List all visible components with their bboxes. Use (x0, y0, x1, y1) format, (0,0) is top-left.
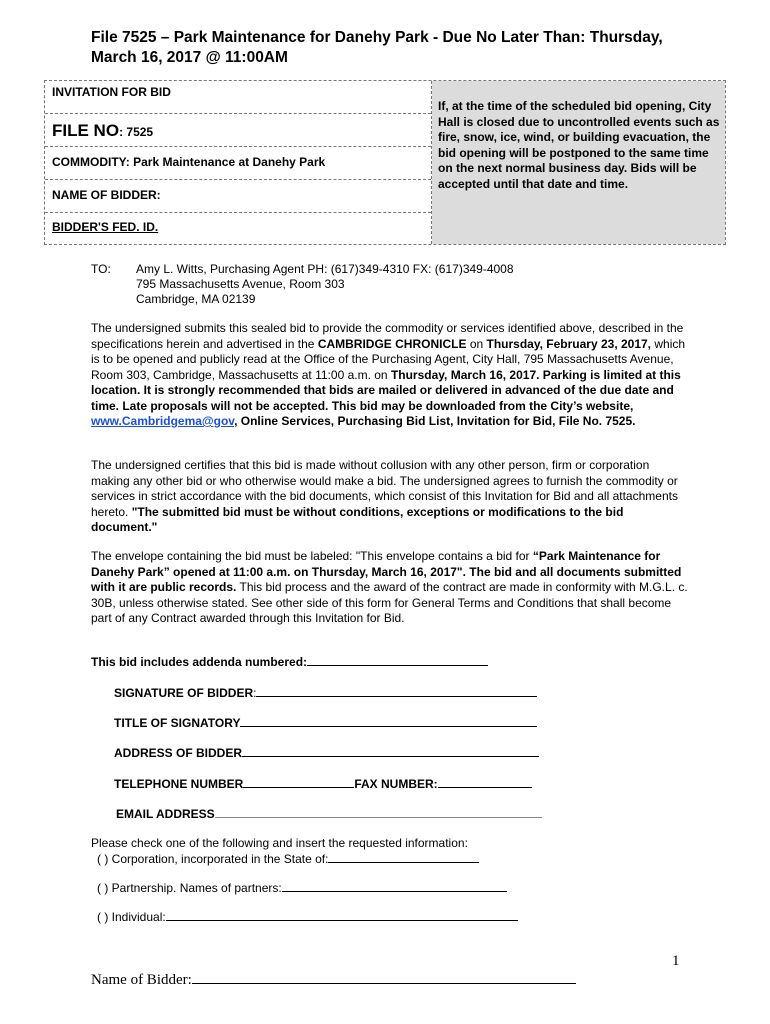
commodity-label: COMMODITY: Park Maintenance at Danehy Park (52, 155, 326, 169)
file-no-label: FILE NO: 7525 (52, 121, 154, 140)
entity-type-intro: Please check one of the following and insert the requested information: (91, 836, 468, 850)
document-title: File 7525 – Park Maintenance for Danehy Park - Due No Later Than: Thursday, March 16, 2017 @ 11:00AM (91, 29, 663, 66)
telephone-fax-field[interactable]: TELEPHONE NUMBER FAX NUMBER: (114, 776, 532, 791)
name-of-bidder-row[interactable] (45, 180, 431, 213)
signature-field[interactable]: SIGNATURE OF BIDDER: (114, 685, 537, 700)
corporation-option[interactable]: ( ) Corporation, incorporated in the State of: (97, 851, 479, 866)
closure-notice-text: If, at the time of the scheduled bid opening, City Hall is closed due to uncontrolled events such as fire, snow, ice, wind, or building evacuation, the bid opening will be postponed to the same time on the next normal business day. Bids will be accepted until that date and time. (438, 99, 720, 191)
closure-notice-panel (432, 81, 725, 244)
addenda-field[interactable]: This bid includes addenda numbered: (91, 654, 488, 669)
address-of-bidder-blank[interactable] (242, 745, 539, 757)
invitation-row (45, 81, 431, 114)
fed-id-label: BIDDER'S FED. ID. (52, 220, 159, 234)
individual-option[interactable]: ( ) Individual: (97, 909, 518, 924)
signature-blank[interactable] (256, 685, 537, 697)
commodity-row (45, 147, 431, 180)
envelope-paragraph: The envelope containing the bid must be labeled: "This envelope contains a bid for “Park Maintenance for Danehy Park” opened at 11:00 a.m. on Thursday, March 16, 2017". The bid and all documents submitted with it are public records. This bid process and the award of the contract are made in conformity with M.G.L. c. 30B, unless otherwise stated. See other side of this form for General Terms and Conditions that shall become part of any Contract awarded through this Invitation for Bid. (91, 549, 688, 625)
file-no-value: : 7525 (119, 125, 154, 139)
address-of-bidder-field[interactable]: ADDRESS OF BIDDER (114, 745, 539, 760)
partners-blank[interactable] (282, 880, 507, 892)
individual-blank[interactable] (166, 909, 518, 921)
submission-paragraph: The undersigned submits this sealed bid to provide the commodity or services identified above, described in the specifications herein and advertised in the CAMBRIDGE CHRONICLE on Thursday, February 23, 2017, which is to be opened and publicly read at the Office of the Purchasing Agent, City Hall, 795 Massachusetts Avenue, Room 303, Cambridge, Massachusetts at 11:00 a.m. on Thursday, March 16, 2017. Parking is limited at this location. It is strongly recommended that bids are mailed or delivered in advanced of the due date and time. Late proposals will not be accepted. This bid may be downloaded from the City’s website, www.Cambridgema@gov, Online Services, Purchasing Bid List, Invitation for Bid, File No. 7525. (91, 321, 686, 428)
bid-info-left (45, 81, 432, 244)
footer-name-of-bidder[interactable]: Name of Bidder: (91, 970, 576, 989)
footer-name-blank[interactable] (192, 970, 576, 984)
bid-info-box (44, 80, 726, 245)
page-number: 1 (672, 953, 680, 969)
telephone-blank[interactable] (243, 776, 354, 788)
email-field[interactable]: EMAIL ADDRESS (116, 806, 542, 821)
fax-blank[interactable] (438, 776, 532, 788)
file-no-row (45, 114, 431, 147)
email-blank[interactable] (215, 806, 542, 818)
certification-paragraph: The undersigned certifies that this bid is made without collusion with any other person, firm or corporation making any other bid or who otherwise would make a bid. The undersigned agrees to furnish the commodity or services in strict accordance with the bid documents, which consist of this Invitation for Bid and all attachments hereto. "The submitted bid must be without conditions, exceptions or modifications to the bid document." (91, 458, 678, 534)
name-of-bidder-label: NAME OF BIDDER: (52, 188, 161, 202)
fed-id-row[interactable] (45, 213, 431, 243)
addenda-blank[interactable] (307, 654, 488, 666)
partnership-option[interactable]: ( ) Partnership. Names of partners: (97, 880, 507, 895)
corporation-state-blank[interactable] (328, 851, 479, 863)
invitation-label: INVITATION FOR BID (52, 85, 171, 99)
title-of-signatory-blank[interactable] (240, 715, 537, 727)
to-label: TO: (91, 262, 111, 276)
title-of-signatory-field[interactable]: TITLE OF SIGNATORY (114, 715, 537, 730)
to-address: Amy L. Witts, Purchasing Agent PH: (617)349-4310 FX: (617)349-4008 795 Massachusetts Avenue, Room 303 Cambridge, MA 02139 (136, 262, 514, 306)
city-website-link[interactable]: www.Cambridgema@gov (91, 414, 235, 428)
